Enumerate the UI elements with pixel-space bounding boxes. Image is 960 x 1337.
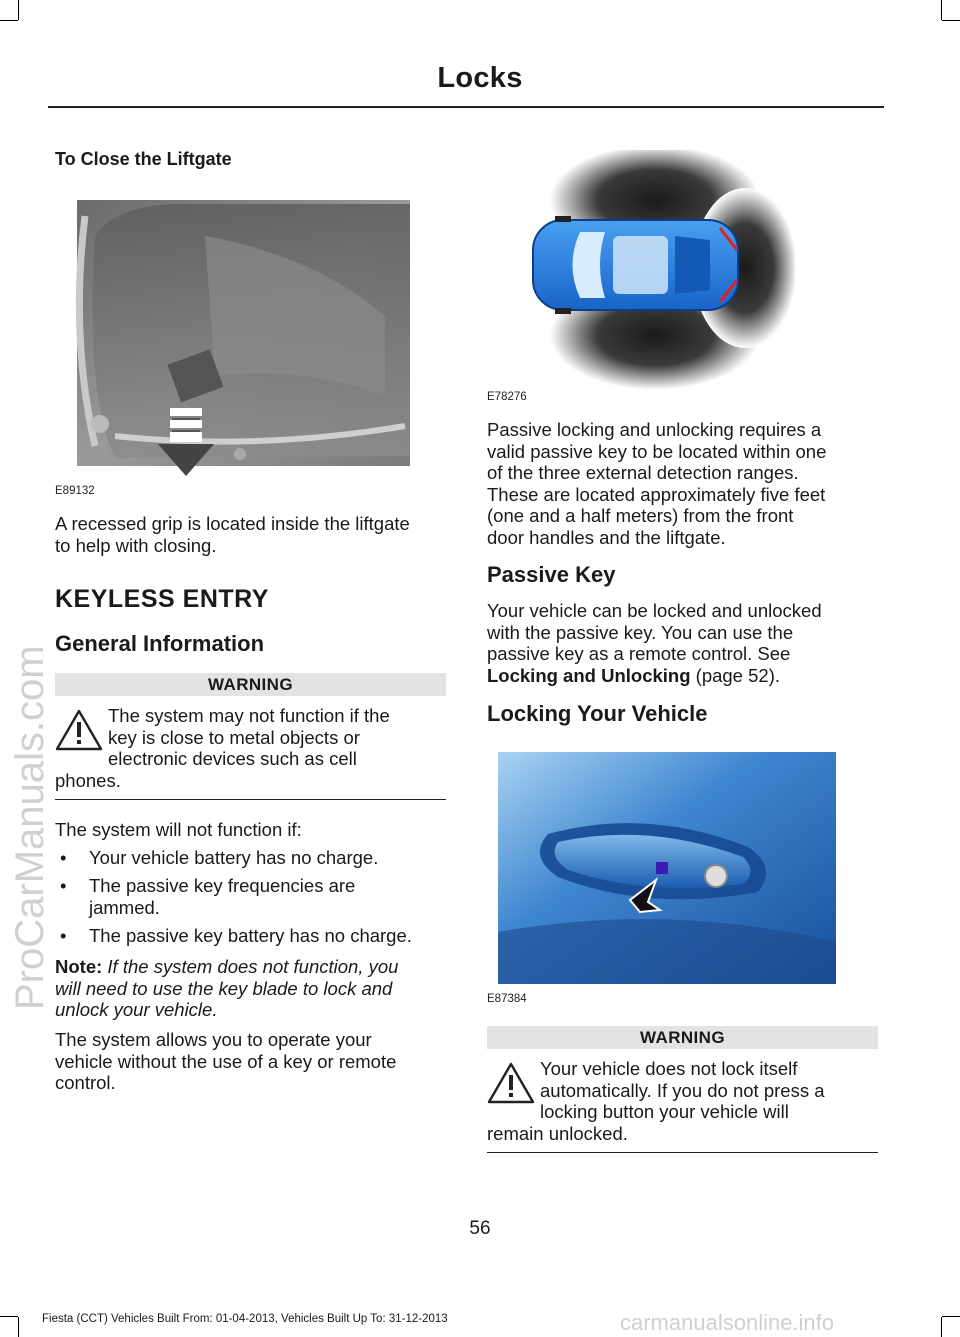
crop-mark bbox=[942, 1316, 960, 1317]
bullet-marker: • bbox=[60, 875, 67, 896]
page-title: Locks bbox=[437, 62, 523, 94]
liftgate-illustration bbox=[55, 196, 410, 476]
warning-triangle-icon bbox=[487, 1062, 535, 1104]
paragraph-recessed-grip: A recessed grip is located inside the liftgate to help with closing. bbox=[55, 513, 410, 556]
warning-box bbox=[55, 673, 446, 800]
crop-mark bbox=[0, 20, 18, 21]
crop-mark bbox=[941, 1317, 942, 1337]
warning-divider bbox=[487, 1152, 878, 1153]
paragraph-not-function: The system will not function if: bbox=[55, 819, 302, 840]
figure-code: E78276 bbox=[487, 391, 527, 403]
list-item: Your vehicle battery has no charge. bbox=[89, 847, 379, 868]
crop-mark bbox=[941, 0, 942, 20]
watermark-side: ProCarManuals.com bbox=[8, 645, 52, 1010]
bullet-marker: • bbox=[60, 925, 67, 946]
crop-mark bbox=[942, 20, 960, 21]
paragraph-passive-key: Your vehicle can be locked and unlocked with the passive key. You can use the passive key as a remote control. See Locking and Unlocking (page 52). bbox=[487, 600, 822, 686]
watermark-footer: carmanualsonline.info bbox=[620, 1310, 835, 1335]
heading-keyless-entry: KEYLESS ENTRY bbox=[55, 585, 269, 613]
paragraph-passive-locking: Passive locking and unlocking requires a valid passive key to be located within one of the three external detection ranges. These are located approximately five feet (one and a half meters) from the front door handles and the liftgate. bbox=[487, 419, 827, 548]
crop-mark bbox=[18, 1317, 19, 1337]
warning-label: WARNING bbox=[55, 673, 446, 696]
crop-mark bbox=[0, 1316, 18, 1317]
warning-triangle-icon bbox=[55, 709, 103, 751]
warning-divider bbox=[55, 799, 446, 800]
note: Note: If the system does not function, you will need to use the key blade to lock and unlock your vehicle. bbox=[55, 956, 399, 1020]
heading-passive-key: Passive Key bbox=[487, 562, 616, 587]
cross-reference-link[interactable]: Locking and Unlocking bbox=[487, 664, 691, 686]
heading-locking-your-vehicle: Locking Your Vehicle bbox=[487, 701, 708, 726]
warning-text: The system may not function if the key is close to metal objects or electronic devices such as cell phones. bbox=[55, 705, 390, 791]
footer-text: Fiesta (CCT) Vehicles Built From: 01-04-2013, Vehicles Built Up To: 31-12-2013 bbox=[42, 1313, 448, 1325]
heading-close-liftgate: To Close the Liftgate bbox=[55, 149, 232, 169]
page-number: 56 bbox=[469, 1218, 491, 1239]
warning-label: WARNING bbox=[487, 1026, 878, 1049]
heading-general-information: General Information bbox=[55, 631, 265, 656]
figure-code: E89132 bbox=[55, 485, 95, 497]
warning-text: Your vehicle does not lock itself automatically. If you do not press a locking button your vehicle will remain unlocked. bbox=[487, 1058, 825, 1144]
detection-range-illustration bbox=[525, 150, 795, 390]
door-handle-illustration bbox=[498, 752, 836, 984]
paragraph-system-allows: The system allows you to operate your vehicle without the use of a key or remote control. bbox=[55, 1029, 397, 1093]
bullet-marker: • bbox=[60, 847, 67, 868]
list-item: The passive key battery has no charge. bbox=[89, 925, 412, 946]
list-item: The passive key frequencies are jammed. bbox=[89, 875, 356, 918]
figure-code: E87384 bbox=[487, 993, 527, 1005]
figure-liftgate bbox=[55, 196, 410, 476]
warning-box bbox=[487, 1026, 878, 1153]
note-label: Note: bbox=[55, 956, 103, 977]
header-divider bbox=[48, 106, 884, 108]
figure-door-handle bbox=[498, 752, 836, 984]
crop-mark bbox=[18, 0, 19, 20]
figure-detection-ranges bbox=[525, 150, 795, 390]
